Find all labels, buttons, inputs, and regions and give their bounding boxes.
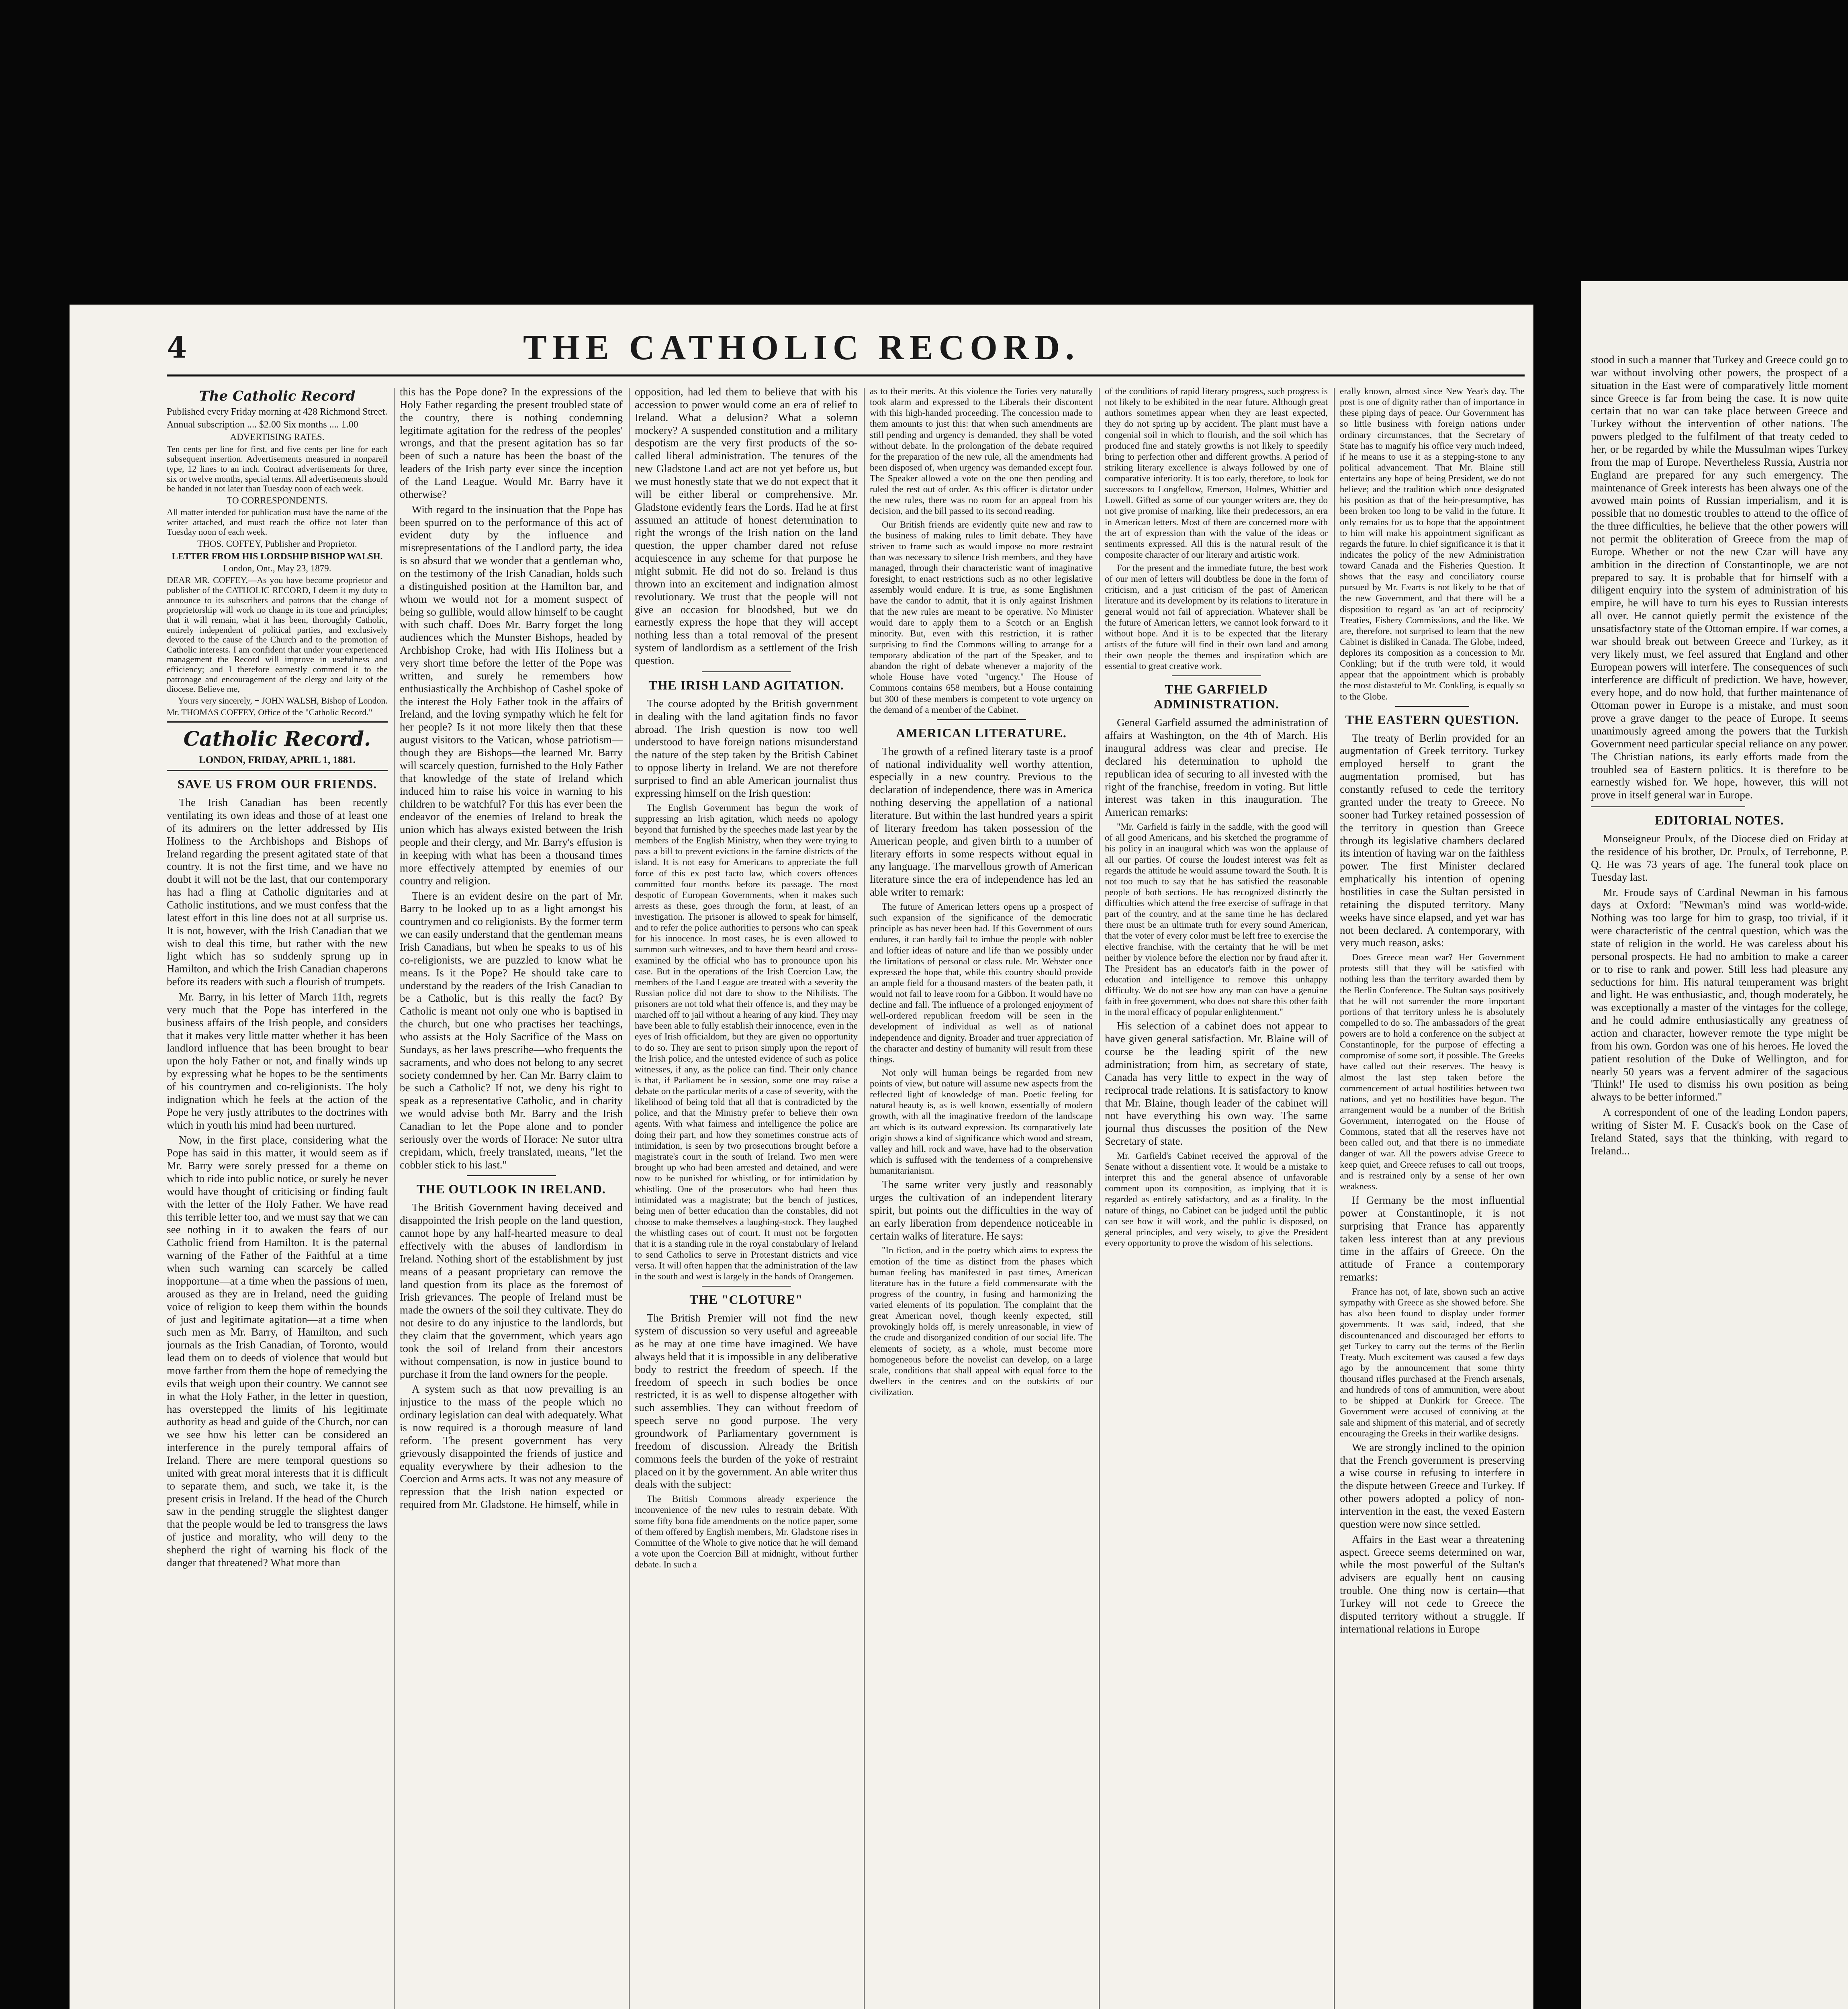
adjacent-page-fragment <box>1581 281 1848 2009</box>
article-paragraph: The British Government having deceived and disappointed the Irish people on the land question, cannot hope by any half-hearted measure to deal effectively with the abuses of landlordism in Ireland. Nothing short of the establishment by just means of a peasant proprietary can remove the land question from its place as the foremost of Irish grievances. The people of Ireland must be made the owners of the soil they cultivate. They do not desire to do any injustice to the landlords, but they claim that the government, which years ago took the soil of Ireland from their ancestors without compensation, is now in justice bound to purchase it from the land owners for the people. <box>400 1201 623 1380</box>
bishop-letter-close: Yours very sincerely, + JOHN WALSH, Bishop of London. <box>178 695 388 706</box>
article-paragraph: Monseigneur Proulx, of the Diocese died on Friday at the residence of his brother, Dr. Proulx, of Terrebonne, P. Q. He was 73 years of age. The funeral took place on Tuesday last. <box>1591 833 1848 883</box>
article-paragraph: opposition, had led them to believe that with his accession to power would come an era of relief to Ireland. What a delusion? What a solemn mockery? A suspended constitution and a military despotism are the very first products of the so-called liberal administration. The tenures of the new Gladstone Land act are not yet before us, but we must honestly state that we do not expect that it will be either liberal or comprehensive. Mr. Gladstone evidently fears the Lords. Had he at first assumed an attitude of honest determination to right the wrongs of the Irish nation on the land question, the upper chamber dared not refuse acquiescence in any scheme for that purpose he might submit. He did not do so. Ireland is thus thrown into an excitement and indignation almost revolutionary. We trust that the people will not give an occasion for bloodshed, but we do earnestly express the hope that they will accept nothing less than a total removal of the present system of landlordism as a settlement of the Irish question. <box>635 386 858 667</box>
article-paragraph: The future of American letters opens up a prospect of such expansion of the significance of the democratic principle as has never been had. If this Government of ours endures, it can hardly fail to imbue the people with nobler and loftier ideas of nature and life than we possibly under the limitations of personal or class rule. Mr. Webster once expressed the hope that, while this country should provide an ample field for a thousand masters of the beaten path, it would not fail to leave room for a Gibbon. It would have no decline and fall. The influence of a prolonged enjoyment of well-ordered republican freedom will be seen in the development of individual as well as of national independence and dignity. Broader and truer appreciation of the character and destiny of humanity will result from these things. <box>870 902 1093 1064</box>
pubinfo-published: Published every Friday morning at 428 Richmond Street. <box>167 407 388 417</box>
pubinfo-subscription: Annual subscription .... $2.00 Six months .... 1.00 <box>167 419 358 430</box>
newspaper-page <box>70 305 1533 2009</box>
article-paragraph: France has not, of late, shown such an active sympathy with Greece as she showed before. She has also been found to display under former governments. It was said, indeed, that she discountenanced and discouraged her efforts to get Turkey to carry out the terms of the Berlin Treaty. Much excitement was caused a few days ago by the announcement that some thirty thousand rifles purchased at the French arsenals, and hundreds of tons of ammunition, were about to be shipped at Dunkirk for Greece. The Government were accused of conniving at the sale and shipment of this material, and of secretly encouraging the Greeks in their warlike designs. <box>1340 1287 1525 1438</box>
bishop-letter-text: DEAR MR. COFFEY,—As you have become proprietor and publisher of the CATHOLIC RECORD, I deem it my duty to announce to its subscribers and patrons that the change of proprietorship will work no change in its tone and principles; that it will remain, what it has been, thoroughly Catholic, entirely independent of political parties, and exclusively devoted to the cause of the Church and to the promotion of Catholic interests. I am confident that under your experienced management the Record will improve in usefulness and efficiency; and I therefore earnestly commend it to the patronage and encouragement of the clergy and laity of the diocese. Believe me, <box>167 575 388 694</box>
article-paragraph: We are strongly inclined to the opinion that the French government is preserving a wise course in refusing to interfere in the dispute between Greece and Turkey. If other powers adopted a policy of non-intervention in the east, the vexed Eastern question were now since settled. <box>1340 1441 1525 1530</box>
column-6 <box>1340 386 1525 2009</box>
page-header <box>70 305 1533 366</box>
article-paragraph: erally known, almost since New Year's day. The post is one of dignity rather than of importance in these piping days of peace. Our Government has so little business with foreign nations under ordinary circumstances, that the Secretary of State has to magnify his office very much indeed, if he means to use it as a stepping-stone to any political advancement. That Mr. Blaine still entertains any hope of being President, we do not believe; and the tradition which once designated his position as that of the heir-presumptive, has been broken too long to be valid in the future. It only remains for us to hope that the appointment to him will make his appointment significant as regards the future. In chief significance it is that it indicates the policy of the new Administration toward Canada and the Fisheries Question. It shows that the easy and conciliatory course pursued by Mr. Evarts is not likely to be that of the new Government, and that there will be a disposition to regard as 'an act of reciprocity' Treaties, Fishery Commissions, and the like. We are, therefore, not surprised to learn that the new Cabinet is disliked in Canada. The Globe, indeed, deplores its composition as a concession to Mr. Conkling; but if the truth were told, it would appear that the appointment which is probably the most distasteful to Mr. Conkling, is equally so to the Globe. <box>1340 386 1525 702</box>
article-paragraph: A correspondent of one of the leading London papers, writing of Sister M. F. Cusack's book on the Case of Ireland Stated, says that the thinking, with regard to Ireland... <box>1591 1106 1848 1157</box>
article-heading-editorial-notes: EDITORIAL NOTES. <box>1655 813 1784 828</box>
column-2 <box>400 386 623 2009</box>
column-divider <box>629 388 630 2009</box>
article-paragraph: The treaty of Berlin provided for an augmentation of Greek territory. Turkey employed herself to grant the augmentation promised, but has constantly refused to cede the territory granted under the treaty to Greece. No sooner had Turkey retained possession of the territory in question than Greece through its legislative chambers declared its intention of having war on the faithless power. The first Minister declared emphatically his intention of opening hostilities in case the Sultan persisted in retaining the disputed territory. Many weeks have since elapsed, and yet war has not been declared. A contemporary, with very much reason, asks: <box>1340 732 1525 949</box>
article-heading-american: AMERICAN LITERATURE. <box>896 725 1067 740</box>
publisher-line: THOS. COFFEY, Publisher and Proprietor. <box>197 539 357 549</box>
article-paragraph: A system such as that now prevailing is an injustice to the mass of the people which no ordinary legislation can deal with adequately. What is now required is a thorough measure of land reform. The present government has very grievously disappointed the friends of justice and equality everywhere by their adhesion to the Coercion and Arms acts. It was not any measure of repression that the Irish nation expected or required from Mr. Gladstone. He himself, while in <box>400 1383 623 1511</box>
column-divider <box>394 388 395 2009</box>
article-paragraph: Does Greece mean war? Her Government protests still that they will be satisfied with nothing less than the territory awarded them by the Berlin Conference. The Sultan says positively that he will not surrender the more important portions of that territory unless he is absolutely compelled to do so. The ambassadors of the great powers are to hold a conference on the subject at Constantinople, for the purpose of effecting a compromise of some sort, if possible. The Greeks have called out their reserves. The heavy is almost the last step taken before the commencement of actual hostilities between two nations, and yet no hostilities have begun. The arrangement would be a number of the British Government, interrogated on the House of Commons, stated that all the reserves have not been called out, and that there is no immediate danger of war. All the powers advise Greece to keep quiet, and Greece refuses to call out troops, and is restrained only by a sense of her own weakness. <box>1340 952 1525 1191</box>
article-paragraph: With regard to the insinuation that the Pope has been spurred on to the performance of this act of evident duty by the influence and misrepresentations of the Landlord party, the idea is so absurd that we wonder that a gentleman who, on the testimony of the Irish Canadian, holds such a distinguished position at the Hamilton bar, and whom we would not for a moment suspect of being so gullible, would allow himself to be caught with such chaff. Does Mr. Barry forget the long audiences which the Munster Bishops, headed by Archbishop Croke, had with His Holiness but a very short time before the letter of the Pope was written, and surely he remembers how enthusiastically the Archbishop of Cashel spoke of the interest the Holy Father took in the affairs of Ireland, and the loving sympathy which he felt for her people? Is it not more likely then that these august visitors to the Vatican, whose patriotism—though they are Bishops—the learned Mr. Barry will scarcely question, furnished to the Holy Father that knowledge of the state of Ireland which induced him to raise his voice in warning to his children to be watchful? For this has ever been the endeavor of the enemies of Ireland to break the union which has always existed between the Irish people and their clergy, and Mr. Barry's effusion is in keeping with what has been a thousand times more effectively attempted by enemies of our country and religion. <box>400 503 623 887</box>
article-paragraph: Affairs in the East wear a threatening aspect. Greece seems determined on war, while the most powerful of the Sultan's advisers are equally bent on causing trouble. One thing now is certain—that Turkey will not cede to Greece the disputed territory without a struggle. If international relations in Europe <box>1340 1533 1525 1635</box>
article-paragraph: The same writer very justly and reasonably urges the cultivation of an independent literary spirit, but points out the difficulties in the way of an early liberation from dependence noticeable in certain walks of literature. He says: <box>870 1178 1093 1242</box>
column-3 <box>635 386 858 2009</box>
page-number: 4 <box>167 330 187 364</box>
article-paragraph: "In fiction, and in the poetry which aims to express the emotion of the time as distinct from the phases which human feeling has manifested in past times, American literature has in the future a field commensurate with the progress of the country, in fusing and harmonizing the varied elements of its population. The complaint that the great American novel, though keenly expected, still provokingly holds off, is merely unreasonable, in view of the crude and disorganized condition of our social life. The elements of society, as a whole, must become more homogeneous before the novelist can develop, on a large scale, conditions that shall appeal with equal force to the dwellers in the centres and on the outskirts of our civilization. <box>870 1245 1093 1397</box>
article-paragraph: as to their merits. At this violence the Tories very naturally took alarm and expressed to the Liberals their discontent with this high-handed proceeding. The concession made to them amounts to just this: that when such amendments are still pending and urgency is demanded, they shall be voted without debate. In the prolongation of the debate required for the preparation of the new rule, all the amendments had been disposed of, when urgency was demanded except four. The Speaker allowed a vote on the one then pending and ruled the rest out of order. As this officer is dictator under the new rules, there was no room for an appeal from his decision, and the bill passed to its second reading. <box>870 386 1093 516</box>
masthead-title: THE CATHOLIC RECORD. <box>523 328 1080 367</box>
article-paragraph: of the conditions of rapid literary progress, such progress is not likely to be exhibited in the near future. Although great authors sometimes appear when they are least expected, they do not spring up by accident. The plant must have a congenial soil in which to flourish, and the soil which has produced fine and stately growths is not likely to speedily bring to perfection other and different growths. A period of striking literary excellence is always followed by one of comparative inferiority. It is too early, therefore, to look for successors to Longfellow, Emerson, Holmes, Whittier and Lowell. Gifted as some of our younger writers are, they do not give promise of marking, like their predecessors, an era in American letters. Most of them are concerned more with the art of expression than with the value of the ideas or sentiments expressed. All this is the natural result of the composite character of our literary and artistic work. <box>1105 386 1328 560</box>
article-paragraph: For the present and the immediate future, the best work of our men of letters will doubtless be done in the form of criticism, and a just criticism of the past of American literature and its development by its relations to literature in general would not fail of appreciation. Whatever shall be the future of American letters, we cannot look forward to it without hope. And it is to be expected that the literary artists of the future will find in their own land and among their own people the themes and inspiration which are essential to great creative work. <box>1105 563 1328 671</box>
editorial-title: Catholic Record. <box>183 727 371 751</box>
article-paragraph: Mr. Garfield's Cabinet received the approval of the Senate without a dissentient vote. It would be a mistake to interpret this and the general absence of unfavorable comment upon its composition, as implying that it is regarded as entirely satisfactory, and as a finality. In the nature of things, no Cabinet can be judged until the public can see how it will work, and the public is disposed, on general principles, and very wisely, to give the President every opportunity to prove the wisdom of his selections. <box>1105 1150 1328 1248</box>
adjacent-column <box>1591 354 1848 2009</box>
bishop-letter-heading: LETTER FROM HIS LORDSHIP BISHOP WALSH. <box>172 551 383 561</box>
column-divider <box>1334 388 1335 2009</box>
article-heading-cloture: THE "CLOTURE" <box>689 1292 803 1307</box>
article-paragraph: Mr. Froude says of Cardinal Newman in his famous days at Oxford: "Newman's mind was world-wide. Nothing was too large for him to grasp, too trivial, if it were characteristic of the central question, which was the state of religion in the world. He was careless about his personal prospects. He had no ambition to make a career or to rise to rank and power. Still less had pleasure any seductions for him. His natural temperament was bright and light. He was enthusiastic, and, though moderately, he was exceptionally a master of the vintages for the college, and he could admire enthusiastically any greatness of action and character, however remote the type might be from his own. Gordon was one of his heroes. He loved the patient resolution of the Duke of Wellington, and for nearly 50 years was a fervent admirer of the sagacious 'Think!' He used to dismiss his own position as being always to be better informed." <box>1591 886 1848 1103</box>
article-paragraph: The British Premier will not find the new system of discussion so very useful and agreeable as he may at one time have imagined. We have always held that it is impossible in any deliberative body to restrict the freedom of speech. If the freedom of speech in such bodies be once restricted, it is as well to dispense altogether with such assemblies. They can without freedom of speech serve no good purpose. The very groundwork of Parliamentary government is freedom of discussion. Already the British commons feels the burden of the yoke of restraint placed on it by the government. An able writer thus deals with the subject: <box>635 1312 858 1491</box>
article-heading-outlook: THE OUTLOOK IN IRELAND. <box>416 1182 606 1197</box>
editorial-dateline: LONDON, FRIDAY, APRIL 1, 1881. <box>199 755 356 766</box>
article-paragraph: His selection of a cabinet does not appear to have given general satisfaction. Mr. Blaine will of course be the leading spirit of the new administration; from him, as secretary of state, Canada has very little to expect in the way of reciprocal trade relations. It is satisfactory to know that Mr. Blaine, though leader of the cabinet will not have everything his own way. The same journal thus discusses the position of the New Secretary of state. <box>1105 1020 1328 1148</box>
article-paragraph: The English Government has begun the work of suppressing an Irish agitation, which needs no apology beyond that furnished by the speeches made last year by the members of the English Ministry, when they were trying to pass a bill to prevent evictions in the famine districts of the island. It is not easy for Americans to appreciate the full force of this ex post facto law, which covers offences committed four months before its passage. The most despotic of European Governments, when it makes such arrests as these, goes through the form, at least, of an investigation. The prisoner is allowed to speak for himself, and to refer the police authorities to persons who can speak for his innocence. In most cases, he is even allowed to summon such witnesses, and to have them heard and cross-examined by the official who has to pronounce upon his case. But in the operations of the Irish Coercion Law, the members of the Land League are treated with a severity the Russian police did not dare to show to the Nihilists. The prisoners are not told what their offence is, and they may be marched off to jail without a hearing of any kind. They may have been able to fully establish their innocence, even in the eyes of Irish officialdom, but they are given no opportunity to do so. They are sent to prison simply upon the report of the Irish police, and the untested evidence of such as police witnesses, if any, as the police can find. Their only chance is that, if Parliament be in session, some one may raise a debate on the particular merits of a case of severity, with the likelihood of being told that all that is contradicted by the police, and that the Ministry prefer to believe their own agents. With what fairness and intelligence the police are doing their part, and how they sometimes construe acts of intimidation, is seen by two prosecutions brought before a magistrate's court in the south of Ireland. Two men were brought up who had been arrested and detained, and were now to be punished for whistling, or for intimidation by whistling. One of the prosecutors who had been thus intimidated was a magistrate; but the bench of justices, being men of better education than the constables, did not choose to make themselves a laughing-stock. They laughed the whistling cases out of court. It must not be forgotten that it is a standing rule in the royal constabulary of Ireland to send Catholics to serve in Protestant districts and vice versa. It will often happen that the administration of the law in the south and west is largely in the hands of Orangemen. <box>635 802 858 1282</box>
column-4 <box>870 386 1093 2009</box>
column-divider <box>864 388 865 2009</box>
article-paragraph: The Irish Canadian has been recently ventilating its own ideas and those of at least one of its admirers on the letter addressed by His Holiness to the Archbishops and Bishops of Ireland regarding the present agitated state of that country. It is not the first time, and we have no doubt it will not be the last, that our contemporary has had a fling at Catholic dignitaries and at Catholic institutions, and we must confess that the latest effort in this line does not at all surprise us. It is not, however, with the Irish Canadian that we wish to deal this time, but rather with the new light which has so suddenly sprung up in Hamilton, and which the Irish Canadian chaperons before its readers with such a flourish of trumpets. <box>167 796 388 988</box>
article-paragraph: If Germany be the most influential power at Constantinople, it is not surprising that France has apparently taken less interest than at any previous time in the affairs of Greece. On the attitude of France a contemporary remarks: <box>1340 1194 1525 1283</box>
article-paragraph: this has the Pope done? In the expressions of the Holy Father regarding the present troubled state of the country, there is nothing condemning legitimate agitation for the redress of the peoples' wrongs, and that the present agitation has so far been of such a nature has been the boast of the leaders of the Irish party ever since the inception of the Land League. Would Mr. Barry have it otherwise? <box>400 386 623 500</box>
article-paragraph: stood in such a manner that Turkey and Greece could go to war without involving other powers, the prospect of a situation in the East were of comparatively little moment since Greece is far from being the case. It is now quite certain that no war can take place between Greece and Turkey without the intervention of other nations. The powers pledged to the fulfilment of that treaty ceded to her, or be regarded by while the Mussulman wipes Turkey from the map of Europe. Nevertheless Russia, Austria nor England are prepared for any such emergency. The maintenance of Greek interests has been always one of the avowed main points of Russian imperialism, and it is possible that no domestic troubles to attend to the office of the three difficulties, he believe that the other powers will not permit the obliteration of Greece from the map of Europe. Whether or not the new Czar will have any ambition in the direction of Constantinople, we are not prepared to say. It is probable that for himself with a diligent enquiry into the system of administration of his empire, he will have to turn his eyes to Russian interests all over. He cannot quietly permit the existence of the unsatisfactory state of the Ottoman empire. If war comes, a war should break out between Greece and Turkey, as it very likely must, we feel assured that England and other European powers will interfere. The consequences of such interference are difficult of prediction. We have, however, every hope, and do now hold, that further maintenance of Ottoman power in Europe is a mistake, and must soon prove a grave danger to the peace of Europe. It seems unanimously agreed among the powers that the Turkish Government need particular special reliance on any power. The Christian nations, its early efforts made from the troubled sea of Eastern politics. It is therefore to be earnestly wished for. We hope, however, this will not prove in itself general war in Europe. <box>1591 354 1848 801</box>
publication-info <box>167 388 388 717</box>
article-paragraph: Our British friends are evidently quite new and raw to the business of making rules to limit debate. They have striven to frame such as would impose no more restraint than was necessary to silence Irish members, and they have managed, through their characteristic want of imaginative foresight, to enact restrictions such as no other legislative assembly would endure. It is true, as some Englishmen have the candor to admit, that it is only against Irishmen that the new rules are meant to be operative. No Minister would dare to apply them to a Scotch or an English minority. But, even with this restriction, it is rather surprising to find the Commons willing to arrange for a temporary abdication of the part of the Speaker, and to abandon the right of debate whenever a majority of the whole House have voted "urgency." The House of Commons contains 658 members, but a House containing but 300 of these members is competent to vote urgency on the demand of a member of the Cabinet. <box>870 519 1093 715</box>
article-paragraph: "Mr. Garfield is fairly in the saddle, with the good will of all good Americans, and his sketched the programme of his policy in an inaugural which was won the applause of all our parties. Of course the loudest interest was felt as regards the attitude he would assume toward the South. It is not too much to say that he has satisfied the reasonable people of both sections. He has recognized distinctly the difficulties which attend the free exercise of suffrage in that part of the country, and at the same time he has declared there must be an ultimate truth for every sound American, that the voter of every color must be left free to exercise the elective franchise, with the certainty that he will be met neither by violence before the election nor by fraud after it. The President has an educator's faith in the power of education and intelligence to remove this unhappy difficulty. We do not see how any man can have a genuine faith in free government, who does not share this other faith in the moral efficacy of popular enlightenment." <box>1105 822 1328 1017</box>
column-5 <box>1105 386 1328 2009</box>
bishop-letter-place: London, Ont., May 23, 1879. <box>223 563 331 573</box>
bishop-letter-address: Mr. THOMAS COFFEY, Office of the "Catholic Record." <box>167 707 372 717</box>
article-paragraph: The growth of a refined literary taste is a proof of national individuality well worthy attention, especially in a new country. Previous to the declaration of independence, there was in America nothing deserving the appellation of a national literature. But within the last hundred years a spirit of literary freedom has taken possession of the American people, and given birth to a number of literary efforts in some respects without equal in any language. The marvellous growth of American literature since the era of independence has led an able writer to remark: <box>870 745 1093 898</box>
correspondents-text: All matter intended for publication must have the name of the writer attached, and must reach the office not later than Tuesday noon of each week. <box>167 507 388 537</box>
column-divider <box>1099 388 1100 2009</box>
article-paragraph: General Garfield assumed the administration of affairs at Washington, on the 4th of March. His inaugural address was clear and precise. He declared his determination to uphold the republican idea of securing to all invested with the right of the franchise, freedom in voting. But little interest was taken in this inauguration. The American remarks: <box>1105 716 1328 818</box>
article-paragraph: Mr. Barry, in his letter of March 11th, regrets very much that the Pope has interfered in the business affairs of the Irish people, and considers that it makes very little matter whether it has been landlord influence that has been brought to bear upon the holy Father or not, and finally winds up by expressing what he hopes to be the sentiments of his countrymen and co-religionists. The holy indignation which he feels at the action of the Pope he very justly attributes to the doctrines with which in youth his mind had been nurtured. <box>167 991 388 1131</box>
article-paragraph: Not only will human beings be regarded from new points of view, but nature will assume new aspects from the reflected light of knowledge of man. Poetic feeling for natural beauty is, as is well known, essentially of modern growth, with all the imaginative freedom of the landscape art which is its outward expression. Its comparatively late origin shows a kind of significance which wood and stream, valley and hill, rock and wave, have had to the observation which is suffused with the tenderness of a comprehensive humanitarianism. <box>870 1067 1093 1176</box>
article-heading-eastern: THE EASTERN QUESTION. <box>1345 712 1519 727</box>
header-rule <box>167 374 1525 376</box>
ad-rates-heading: ADVERTISING RATES. <box>230 432 325 442</box>
correspondents-heading: TO CORRESPONDENTS. <box>227 495 328 505</box>
article-heading-garfield: THE GARFIELD ADMINISTRATION. <box>1153 682 1279 712</box>
article-paragraph: The British Commons already experience the inconvenience of the new rules to restrain debate. With some fifty bona fide amendments on the notice paper, some of them offered by English members, Mr. Gladstone rises in Committee of the Whole to give notice that he will demand a vote upon the Coercion Bill at midnight, without further debate. In such a <box>635 1494 858 1570</box>
article-heading-land: THE IRISH LAND AGITATION. <box>648 677 844 692</box>
article-paragraph: The course adopted by the British government in dealing with the land agitation finds no favor abroad. The Irish question is now too well understood to have foreign nations misunderstand the nature of the step taken by the British Cabinet to oppose liberty in Ireland. We are not therefore surprised to find an able American journalist thus expressing himself on the Irish question: <box>635 697 858 799</box>
ad-rates-text: Ten cents per line for first, and five cents per line for each subsequent insertion. Advertisements measured in nonpareil type, 12 lines to an inch. Contract advertisements for three, six or twelve months, special terms. All advertisements should be handed in not later than Tuesday noon of each week. <box>167 444 388 494</box>
article-heading-save-us: SAVE US FROM OUR FRIENDS. <box>177 777 377 792</box>
pubinfo-title: The Catholic Record <box>199 388 356 404</box>
article-paragraph: Now, in the first place, considering what the Pope has said in this matter, it would seem as if Mr. Barry were sorely pressed for a theme on which to ride into public notice, or surely he never would have thought of criticising or finding fault with the letter of the Holy Father. We have read this terrible letter too, and we must say that we can see nothing in it to awaken the fears of our Catholic friend from Hamilton. It is the paternal warning of the Father of the Faithful at a time when such warning can scarcely be called inopportune—at a time when the passions of men, aroused as they are in Ireland, need the guiding voice of religion to keep them within the bounds of just and legitimate agitation—at a time when such men as Mr. Barry, of Hamilton, and such journals as the Irish Canadian, of Toronto, would lead them on to deeds of violence that would but move farther from them the hope of remedying the evils that weigh upon their country. We cannot see in what the Holy Father, in the letter in question, has overstepped the limits of his legitimate authority as head and guide of the Church, nor can we see how his letter can be considered an interference in the purely temporal affairs of Ireland. There are mere temporal questions so united with great moral interests that it is difficult to separate them, and such, we take it, is the present crisis in Ireland. If the head of the Church saw in the pending struggle the slightest danger that the people would be led to transgress the laws of justice and morality, who will deny to the shepherd the right of warning his flock of the danger that threatened? What more than <box>167 1134 388 1569</box>
article-paragraph: There is an evident desire on the part of Mr. Barry to be looked up to as a light amongst his countrymen and co religionists. By the former term we can easily understand that the gentleman means Irish Canadians, but when he speaks to us of his co-religionists, we are puzzled to know what he means. Is it the Pope? He should take care to understand by the readers of the Irish Canadian to be a Catholic, but is this really the fact? By Catholic is meant not only one who is baptised in the church, but one who practises her teachings, who assists at the Holy Sacrifice of the Mass on Sundays, as her laws prescribe—who frequents the sacraments, and who does not belong to any secret society condemned by her. Can Mr. Barry claim to be such a Catholic? If not, we deny his right to speak as a representative Catholic, and in charity we would advise both Mr. Barry and the Irish Canadian to let the Pope alone and to ponder seriously over the words of Horace: Ne sutor ultra crepidam, which, freely translated, means, "let the cobbler stick to his last." <box>400 890 623 1171</box>
column-1 <box>167 386 388 2009</box>
